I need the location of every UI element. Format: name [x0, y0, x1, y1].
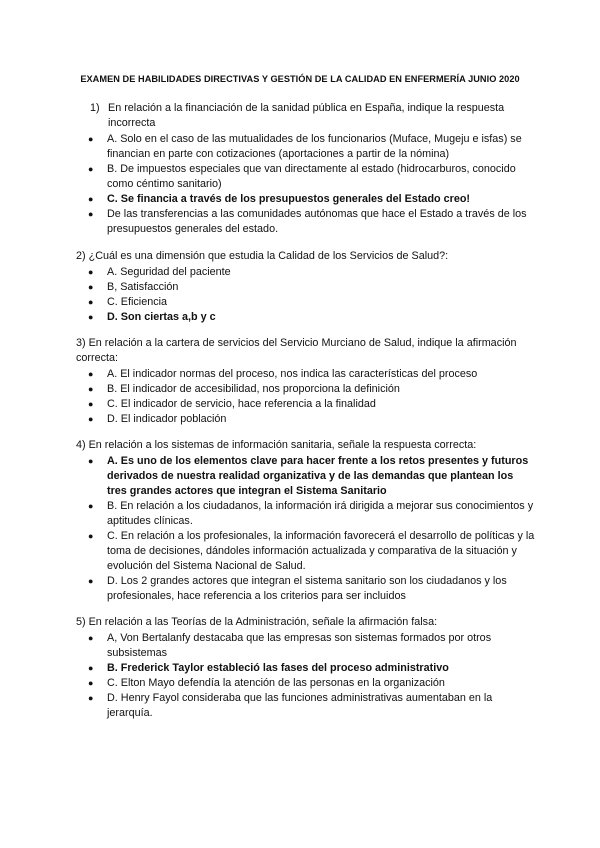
option-item: ● C. El indicador de servicio, hace referencia a la finalidad	[76, 397, 536, 412]
question-3	[76, 336, 536, 427]
exam-title: EXAMEN DE HABILIDADES DIRECTIVAS Y GESTIÓN DE LA CALIDAD EN ENFERMERÍA JUNIO 2020	[80, 74, 520, 84]
option-item: ● B. De impuestos especiales que van directamente al estado (hidrocarburos, conocido como céntimo sanitario)	[76, 162, 536, 192]
question-2	[76, 249, 536, 325]
option-item: ● A. Solo en el caso de las mutualidades de los funcionarios (Muface, Mugeju e isfas) se financian en parte con cotizaciones (aportaciones a partir de la nómina)	[76, 132, 536, 162]
options-list	[76, 631, 536, 721]
question-text: 2) ¿Cuál es una dimensión que estudia la Calidad de los Servicios de Salud?:	[76, 250, 449, 262]
option-item: ● A, Von Bertalanfy destacaba que las empresas son sistemas formados por otros subsistemas	[76, 631, 536, 661]
option-item: ● A. Seguridad del paciente	[76, 265, 536, 280]
option-item: ● A. El indicador normas del proceso, nos indica las características del proceso	[76, 367, 536, 382]
question-text: 5) En relación a las Teorías de la Administración, señale la afirmación falsa:	[76, 616, 438, 628]
option-item: ● B, Satisfacción	[76, 280, 536, 295]
question-number: 1)	[90, 102, 100, 114]
options-list	[76, 265, 536, 325]
option-item: ● D. El indicador población	[76, 412, 536, 427]
option-item-answer: ● C. Se financia a través de los presupuestos generales del Estado creo!	[76, 192, 536, 207]
option-item: ● B. En relación a los ciudadanos, la información irá dirigida a mejorar sus conocimientos y aptitudes clínicas.	[76, 499, 536, 529]
option-item: ● D. Los 2 grandes actores que integran el sistema sanitario son los ciudadanos y los profesionales, hace referencia a los criterios para ser incluidos	[76, 574, 536, 604]
option-item-answer: ● D. Son ciertas a,b y c	[76, 310, 536, 325]
option-item: ● B. El indicador de accesibilidad, nos proporciona la definición	[76, 382, 536, 397]
options-list	[76, 132, 536, 237]
option-item-answer: ● A. Es uno de los elementos clave para hacer frente a los retos presentes y futuros derivados de nuestra realidad organizativa y de las demandas que plantean los tres grandes actores que integran el Sistema Sanitario	[76, 454, 536, 499]
options-list	[76, 367, 536, 427]
option-item: ● De las transferencias a las comunidades autónomas que hace el Estado a través de los presupuestos generales del estado.	[76, 207, 536, 237]
question-text: 1) En relación a la financiación de la sanidad pública en España, indique la respuesta incorrecta	[90, 102, 505, 129]
question-text: 3) En relación a la cartera de servicios del Servicio Murciano de Salud, indique la afirmación correcta:	[76, 337, 517, 364]
question-4	[76, 438, 536, 604]
option-item: ● D. Henry Fayol consideraba que las funciones administrativas aumentaban en la jerarquía.	[76, 691, 536, 721]
option-item-answer: ● B. Frederick Taylor estableció las fases del proceso administrativo	[76, 661, 536, 676]
option-item: ● C. Elton Mayo defendía la atención de las personas en la organización	[76, 676, 536, 691]
option-item: ● C. Eficiencia	[76, 295, 536, 310]
question-5	[76, 615, 536, 721]
option-item: ● C. En relación a los profesionales, la información favorecerá el desarrollo de políticas y la toma de decisiones, dándoles información actualizada y comparativa de la situación y evolución del Sistema Nacional de Salud.	[76, 529, 536, 574]
question-1	[76, 101, 536, 237]
options-list	[76, 454, 536, 604]
question-text: 4) En relación a los sistemas de información sanitaria, señale la respuesta correcta:	[76, 439, 477, 451]
